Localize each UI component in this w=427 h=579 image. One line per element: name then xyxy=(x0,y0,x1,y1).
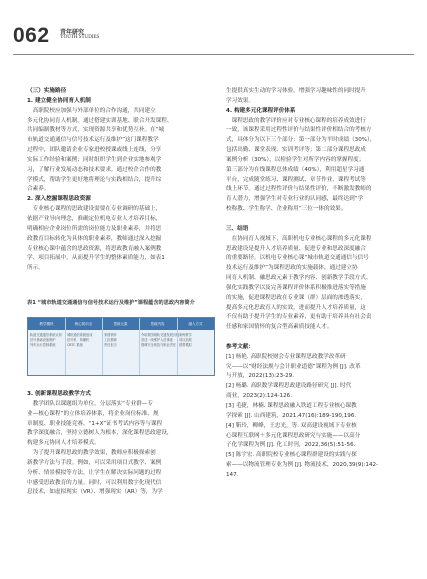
table-cell: 家国情怀 xyxy=(104,333,117,337)
text-line xyxy=(226,215,411,225)
text-line: 子化学课程为例 [J]. 化工时刊，2022,36(5):51-56. xyxy=(226,442,356,449)
table-column-cells xyxy=(67,333,100,372)
table-cell: 工匠精神 xyxy=(104,338,117,342)
table-header-cell: 核心知识点 xyxy=(74,322,93,326)
text-line: [5] 陈宇宏. 高职院校专业核心课程群建设的实践与探 xyxy=(226,452,357,459)
text-line: 明确相应企业岗位所需的岗位能力及职业素养，并将思 xyxy=(27,225,162,232)
text-line: 习，了解行业发展动态和技术要求。通过校企合作的教 xyxy=(27,166,162,173)
text-line: 中感受思政教育的力量。同时，可以利用数字化现代信 xyxy=(27,479,162,486)
table-header-cell: 教学模块 xyxy=(39,322,54,326)
text-line: 147. xyxy=(226,471,239,478)
table-column-cells xyxy=(179,333,212,372)
section-heading: 三、结语 xyxy=(226,225,249,232)
text-line: 过程中，团队邀请企业专家进校授课或线上连线，分享 xyxy=(27,147,162,154)
text-line: 构建多元协同人才培养模式。 xyxy=(27,440,100,447)
text-line: 究——以“财经法规与会计职业道德”课程为例 [J]. 改革 xyxy=(226,363,361,370)
text-line: 合素养。 xyxy=(27,186,50,193)
text-line: 心课程互联网＋多元化课程思政研究与实施——以高分 xyxy=(226,432,361,439)
text-line: 思政建设是提升人才培养质量、促进专业和思政深度融合 xyxy=(226,245,366,252)
text-line: 业—核心课程”的立体培养体系，将企业岗位标准、规 xyxy=(27,410,159,417)
section-heading: 3. 创新课程思政教学方式 xyxy=(27,391,91,397)
text-line: 强化实践教学以及完善课程评价体系积极推进落实等措施 xyxy=(226,284,366,291)
table-column-cells xyxy=(141,333,180,372)
text-line: 学习效果。 xyxy=(226,97,254,104)
table-body xyxy=(28,330,214,375)
table-cell: 轨道交通通信系统认知 xyxy=(30,333,62,337)
text-line: 包括出勤、课堂表现、实训考评等；第二部分课程思政成 xyxy=(226,147,366,154)
text-line: 在协同育人视域下，高职机电专业核心课程的多元化课程 xyxy=(226,235,372,242)
section-heading: （三）实施路径 xyxy=(27,88,67,94)
table-cell: CBTC 系统 xyxy=(67,343,83,347)
right-column xyxy=(226,87,411,481)
table-cell: 责任担当 xyxy=(104,343,117,347)
text-line: 高职院校应加强与外部单位的合作沟通，共同建立 xyxy=(27,107,156,114)
text-line: 商业，2023(2):124-126. xyxy=(226,393,292,400)
text-line: 市轨道交通通信与信号技术运行及维护”这门课程教学 xyxy=(27,137,159,144)
text-line: 共同编制教材等方式，实现资源共享和优势互补。在“城 xyxy=(27,127,165,134)
text-line: 专业核心课中蕴含的思政资源，将思政教育融入案例教 xyxy=(27,245,162,252)
text-line: 索——以物流管理专业为例 [J]. 物流技术，2020,39(9):142- xyxy=(226,462,379,469)
section-heading: 参考文献： xyxy=(226,343,254,350)
section-heading: 4. 构建多元化课程评价体系 xyxy=(226,107,296,114)
text-line: 所示。 xyxy=(27,265,44,272)
table-cell: 信号基础设备维护 xyxy=(30,338,56,342)
table-cell: 强调安全规范与职业责任 xyxy=(141,343,177,347)
left-column-bottom xyxy=(27,390,212,498)
table-cell: 案例教学 xyxy=(179,333,192,337)
table-cell: 讲述一线维护人员事迹 xyxy=(141,338,173,342)
text-line: [3] 毛捷，林楠. 课程思政融入铁道工程专业核心课教 xyxy=(226,403,357,409)
table-column-cells xyxy=(30,333,63,372)
text-line: 育人潜力，增强学生对专业行业的认同感，最终达到“学 xyxy=(226,196,364,203)
text-line: 与开放，2022(13):23-29. xyxy=(226,373,295,380)
text-line: 学、项目拓展中，从而提升学生的整体素质能力，如表1 xyxy=(27,255,165,262)
table-header-cell: 思政元素 xyxy=(113,322,128,326)
table-column-divider xyxy=(102,318,103,375)
table-cell: 信号机、转辙机 xyxy=(67,338,90,342)
text-line: 提高多元化思政育人的实效，进而提升人才培养质量，这 xyxy=(226,304,366,311)
text-line: 平台，完成随堂练习、课程测试、章节作业、课程考试等 xyxy=(226,176,366,183)
journal-name-en: YOUTH STUDIES xyxy=(60,35,100,40)
text-line: 新教学方法与手段。例如，可以采用项目式教学、案例 xyxy=(27,459,162,466)
table-cell: 城轨通信系统组成 xyxy=(67,333,93,337)
text-line: 教学团队以课题组为单位，分层落实“专业群—专 xyxy=(27,400,153,407)
text-line: 同育人机制、融思政元素于教学内容、创新教学手段方式、 xyxy=(226,275,372,282)
text-line: 为了提升课程思政的教学效果，教师应积极探索创 xyxy=(27,450,156,457)
text-line: 式，具体分为以下三个部分：第一部分为平时成绩（30%）， xyxy=(226,137,376,144)
header-rule xyxy=(13,54,414,55)
text-line: 实际工作经验和案例；同时组织学生到企业实地参观学 xyxy=(27,156,162,163)
text-line: 教学深度融合，坚持立德树人为根本，深化课程思政建设， xyxy=(27,430,173,437)
text-line: [1] 杨艳. 高职院校财会专业课程思政教学改革研 xyxy=(226,353,346,360)
text-line: 依据产业导向理念，准确定位机电专业人才培养目标， xyxy=(27,215,162,222)
text-line: 第三部分为在线课程总体成绩（40%），利用超星学习通 xyxy=(226,166,365,173)
text-line xyxy=(226,333,411,343)
table-header-cell: 融入方式 xyxy=(188,322,203,326)
page-number: 062 xyxy=(13,24,50,47)
text-line: [2] 杨璐. 高职数学课程思政建设路径研究 [J]. 时代 xyxy=(226,383,352,390)
text-line: 政教育目标转化为具体的职业素养，教师通过深入挖掘 xyxy=(27,235,162,242)
table-header-cell: 思政内容 xyxy=(150,322,165,326)
left-column xyxy=(27,87,212,274)
text-line: 校称教、学生称学、企业称用”三位一体的效果。 xyxy=(226,206,347,213)
text-line: 一致，该课程采用过程性评价与结果性评价相结合的考核方 xyxy=(226,127,372,134)
text-line: 线上环节。通过过程性评价与结果性评价，不断激发教师的 xyxy=(226,186,372,193)
table-cell: 情景模拟 xyxy=(179,343,192,347)
text-line: 多元化协同育人机制。通过搭建实训基地、联合开发课程、 xyxy=(27,117,173,124)
text-line: 生提供真实生动的学习体验，增强学习趣味性的同时提升 xyxy=(226,88,366,94)
journal-name: 青年研究 xyxy=(60,29,85,36)
text-line: 案例分析（30%），以检验学生对所学内容的掌握程度； xyxy=(226,156,365,163)
text-line: 专业核心课程的思政建设需要在专业调研的基础上， xyxy=(27,206,162,213)
text-line: 的实施，促进课程思政在专业课（群）层面的渗透落实， xyxy=(226,294,366,301)
text-line: 技术运行及维护”为课程思政的实施载体，通过建立协 xyxy=(226,265,358,272)
table-column-divider xyxy=(177,318,178,375)
text-line: 课程思政的教学评价应对专业核心课程的培养成效进行 xyxy=(226,117,366,124)
text-line: 息技术，如虚拟现实（VR）、增强现实（AR）等，为学 xyxy=(27,489,163,496)
table-cell: 项目拓展 xyxy=(179,338,192,342)
text-line: 学模式，帮助学生更好地将理论与实践相结合，提升综 xyxy=(27,176,162,183)
table-column-divider xyxy=(65,318,66,375)
text-line: 任感和家国情怀的复合型高素质技能人才。 xyxy=(226,324,333,331)
text-line: 学探索 [J]. 山西建筑，2021,47(16):189-190,196. xyxy=(226,412,357,419)
table-cell: 介绍我国城轨交通发展历程 xyxy=(141,333,180,337)
table-header-row xyxy=(28,318,214,330)
table-column-divider xyxy=(139,318,140,375)
table-column-cells xyxy=(104,333,137,372)
table-block xyxy=(27,299,213,347)
text-line: 分析、情景模拟等方法，让学生在解决实际问题的过程 xyxy=(27,469,162,476)
text-line: 章制度、职业技能竞赛、“1+X”证书考试内容等与课程 xyxy=(27,420,163,427)
data-table xyxy=(27,317,215,376)
table-cell: 列车运行控制系统 xyxy=(30,343,56,347)
text-line: 的重要路径。以机电专业核心课“城市轨道交通通信与信号 xyxy=(226,255,369,262)
table-caption: 表1 “城市轨道交通通信与信号技术运行及维护”课程蕴含的思政内容简介 xyxy=(27,300,195,306)
section-heading: 1. 建立健全协同育人机制 xyxy=(27,97,91,104)
text-line: 不仅有助于提升学生的专业素养，更有助于培养具有社会责 xyxy=(226,314,372,321)
section-heading: 2. 深入挖掘课程思政资源 xyxy=(27,196,91,203)
text-line: [4] 靳玲，柳峰，王忠光，等. 双高建设视域下专业核 xyxy=(226,422,357,429)
